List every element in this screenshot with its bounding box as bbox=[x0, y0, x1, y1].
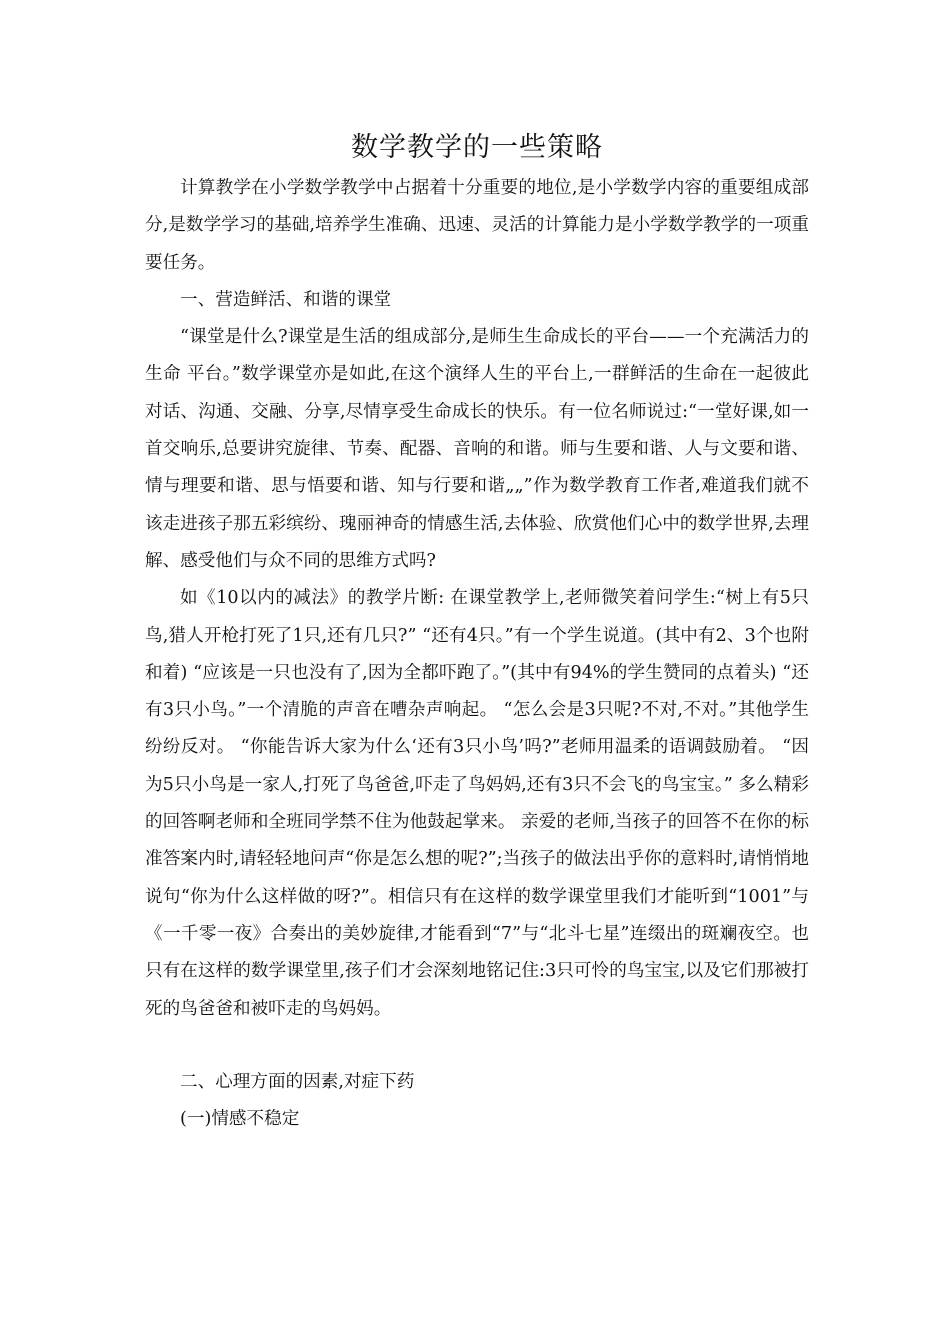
intro-paragraph: 计算教学在小学数学教学中占据着十分重要的地位,是小学数学内容的重要组成部分,是数学学习的基础,培养学生准确、迅速、灵活的计算能力是小学数学教学的一项重要任务。 bbox=[145, 178, 809, 273]
section-2-heading: 二、心理方面的因素,对症下药 bbox=[180, 1071, 415, 1092]
section-1-heading: 一、营造鲜活、和谐的课堂 bbox=[180, 289, 392, 310]
document-title: 数学教学的一些策略 bbox=[351, 132, 603, 163]
section-2-subheading-1: (一)情感不稳定 bbox=[180, 1109, 300, 1130]
blank-line bbox=[145, 1028, 809, 1064]
document-page bbox=[145, 128, 809, 1138]
section-1-paragraph-2: 如《10以内的减法》的教学片断: 在课堂教学上,老师微笑着问学生:“树上有5只鸟,猎人开枪打死了1只,还有几只?” “还有4只。”有一个学生说道。(其中有2、3个也附和着) “应该是一只也没有了,因为全都吓跑了。”(其中有94%的学生赞同的点着头) “还有3只小鸟。”一个清脆的声音在嘈杂声响起。 “怎么会是3只呢?不对,不对。”其他学生纷纷反对。 “你能告诉大家为什么‘还有3只小鸟’吗?”老师用温柔的语调鼓励着。 “因为5只小鸟是一家人,打死了鸟爸爸,吓走了鸟妈妈,还有3只不会飞的鸟宝宝。” 多么精彩的回答啊老师和全班同学禁不住为他鼓起掌来。 亲爱的老师,当孩子的回答不在你的标准答案内时,请轻轻地问声“你是怎么想的呢?”;当孩子的做法出乎你的意料时,请悄悄地说句“你为什么这样做的呀?”。相信只有在这样的数学课堂里我们才能听到“1001”与《一千零一夜》合奏出的美妙旋律,才能看到“7”与“北斗七星”连缀出的斑斓夜空。也只有在这样的数学课堂里,孩子们才会深刻地铭记住:3只可怜的鸟宝宝,以及它们那被打死的鸟爸爸和被吓走的鸟妈妈。 bbox=[145, 588, 809, 1019]
section-1-paragraph-1: “课堂是什么?课堂是生活的组成部分,是师生生命成长的平台——一个充满活力的生命 平台。”数学课堂亦是如此,在这个演绎人生的平台上,一群鲜活的生命在一起彼此对话、沟通、交融、分享,尽情享受生命成长的快乐。有一位名师说过:“一堂好课,如一首交响乐,总要讲究旋律、节奏、配器、音响的和谐。师与生要和谐、人与文要和谐、情与理要和谐、思与悟要和谐、知与行要和谐„„”作为数学教育工作者,难道我们就不该走进孩子那五彩缤纷、瑰丽神奇的情感生活,去体验、欣赏他们心中的数学世界,去理解、感受他们与众不同的思维方式吗? bbox=[145, 327, 809, 571]
